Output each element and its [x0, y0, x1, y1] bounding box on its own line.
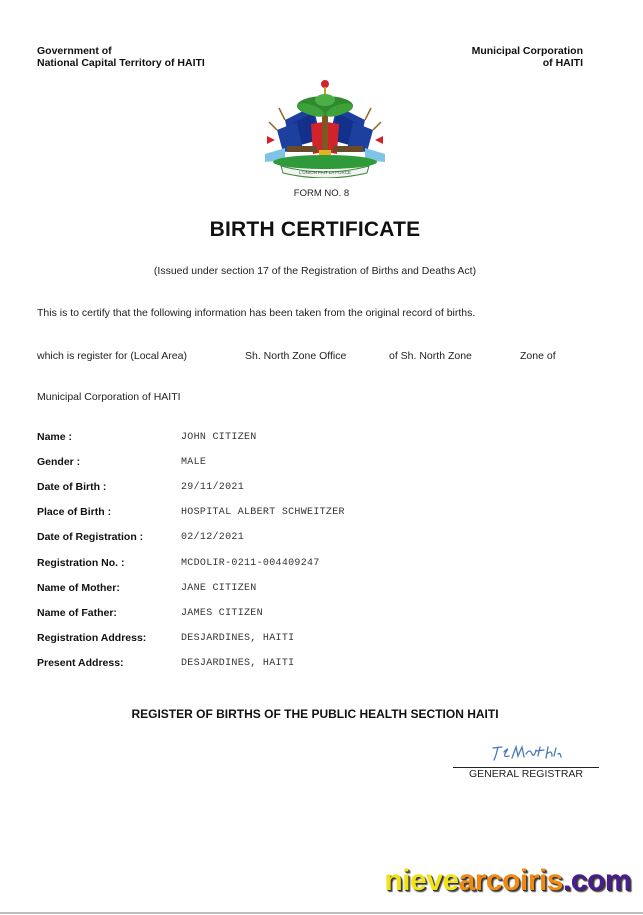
- registrar-title: GENERAL REGISTRAR: [469, 768, 583, 780]
- field-value: 29/11/2021: [181, 482, 245, 493]
- watermark-part1: nieve: [384, 864, 459, 897]
- field-gender: [37, 456, 537, 470]
- field-label: Registration No. :: [37, 557, 125, 569]
- field-value: HOSPITAL ALBERT SCHWEITZER: [181, 507, 345, 518]
- field-label: Gender :: [37, 456, 81, 468]
- local-area-row: [37, 350, 617, 364]
- field-mother-name: [37, 582, 537, 596]
- field-registration-address: [37, 632, 537, 646]
- field-value: 02/12/2021: [181, 532, 245, 543]
- form-number: FORM NO. 8: [293, 188, 350, 199]
- field-present-address: [37, 657, 537, 671]
- field-date-of-registration: [37, 531, 537, 545]
- field-label: Registration Address:: [37, 632, 147, 644]
- header-right-line2: of HAITI: [542, 57, 583, 69]
- local-area-zone-of: Zone of: [520, 350, 556, 362]
- watermark-part3: .com: [562, 864, 631, 897]
- watermark-part2: arcoiris: [458, 864, 563, 897]
- local-area-zone: of Sh. North Zone: [389, 350, 472, 362]
- header-right: [472, 45, 583, 69]
- field-date-of-birth: [37, 481, 537, 495]
- field-value: JAMES CITIZEN: [181, 608, 263, 619]
- field-value: DESJARDINES, HAITI: [181, 633, 295, 644]
- certify-text: This is to certify that the following information has been taken from the original record of births.: [37, 307, 476, 319]
- field-name: [37, 431, 537, 445]
- local-area-label: which is register for (Local Area): [37, 350, 187, 362]
- field-label: Name of Father:: [37, 607, 117, 619]
- local-area-office: Sh. North Zone Office: [245, 350, 347, 362]
- watermark-logo: [384, 864, 631, 898]
- subtitle: (Issued under section 17 of the Registration of Births and Deaths Act): [153, 265, 477, 277]
- header-left-line1: Government of: [37, 45, 112, 57]
- field-value: JANE CITIZEN: [181, 583, 257, 594]
- header-left: [37, 45, 205, 69]
- field-label: Date of Birth :: [37, 481, 107, 493]
- field-label: Name of Mother:: [37, 582, 120, 594]
- field-label: Place of Birth :: [37, 506, 112, 518]
- field-value: JOHN CITIZEN: [181, 432, 257, 443]
- field-value: DESJARDINES, HAITI: [181, 658, 295, 669]
- field-father-name: [37, 607, 537, 621]
- field-value: MCDOLIR-0211-004409247: [181, 558, 320, 569]
- field-value: MALE: [181, 457, 207, 468]
- header-right-line1: Municipal Corporation: [471, 45, 583, 57]
- coat-of-arms-icon: [263, 78, 387, 178]
- header-left-line2: National Capital Territory of HAITI: [37, 57, 205, 69]
- motto-text: L'UNION FAIT LA FORCE: [298, 170, 352, 175]
- field-place-of-birth: [37, 506, 537, 520]
- field-registration-no: [37, 557, 537, 571]
- municipal-text: Municipal Corporation of HAITI: [37, 391, 181, 403]
- register-heading: REGISTER OF BIRTHS OF THE PUBLIC HEALTH SECTION HAITI: [131, 707, 499, 721]
- page-bottom-divider: [0, 912, 643, 914]
- field-label: Date of Registration :: [37, 531, 144, 543]
- field-label: Name :: [37, 431, 73, 443]
- signature-icon: [490, 742, 562, 764]
- field-label: Present Address:: [37, 657, 124, 669]
- page-title: BIRTH CERTIFICATE: [209, 218, 421, 241]
